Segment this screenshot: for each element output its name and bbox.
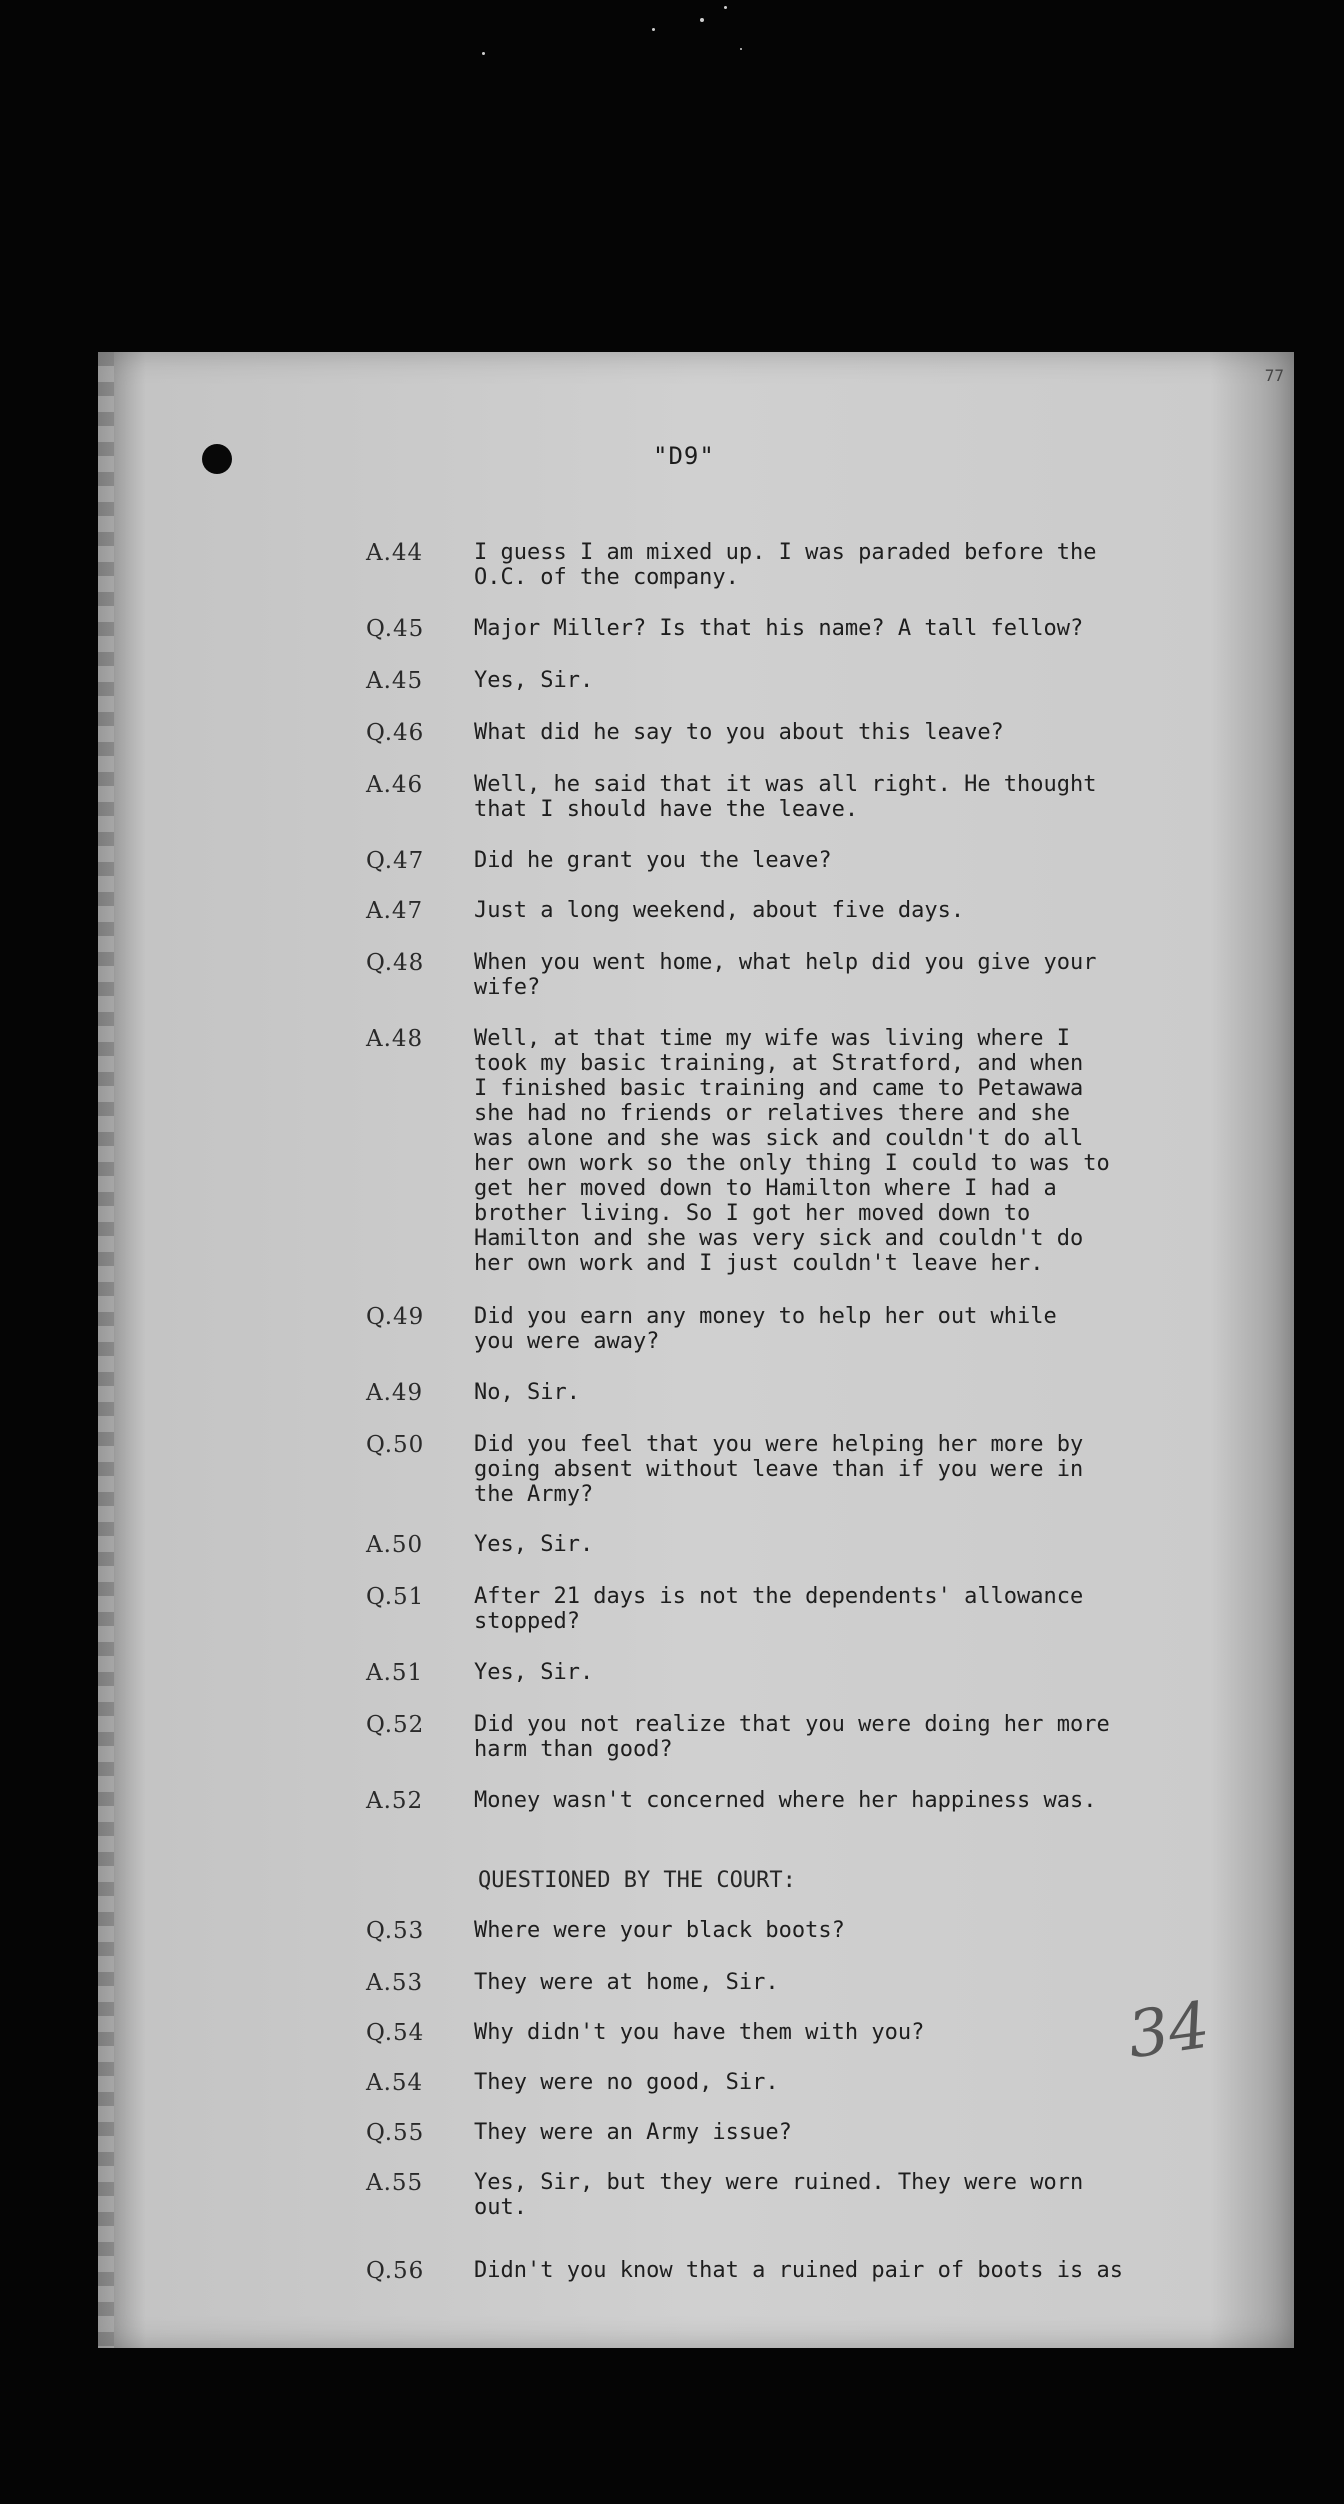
dust-speck — [482, 52, 485, 55]
entry-label: A.52 — [366, 1788, 424, 1814]
handwritten-page-number: 34 — [1123, 1988, 1215, 2074]
entry-label: A.49 — [366, 1380, 424, 1406]
entry-label: Q.55 — [366, 2120, 425, 2146]
punch-hole — [202, 444, 232, 474]
entry-label: Q.53 — [366, 1918, 425, 1944]
entry-text: They were at home, Sir. — [474, 1970, 779, 1995]
entry-label: A.55 — [366, 2170, 424, 2196]
entry-label: A.47 — [366, 898, 424, 924]
entry-label: Q.48 — [366, 950, 425, 976]
entry-label: Q.54 — [366, 2020, 425, 2046]
entry-label: Q.52 — [366, 1712, 425, 1738]
dust-speck — [724, 6, 727, 9]
corner-mark: 77 — [1264, 366, 1284, 385]
entry-text: Did you feel that you were helping her more by going absent without leave than if you were in the Army? — [474, 1432, 1084, 1507]
entry-text: They were no good, Sir. — [474, 2070, 779, 2095]
entry-text: Just a long weekend, about five days. — [474, 898, 965, 923]
entry-label: A.53 — [366, 1970, 424, 1996]
entry-text: Did you not realize that you were doing her more harm than good? — [474, 1712, 1110, 1762]
entry-label: A.44 — [366, 540, 424, 566]
entry-label: A.48 — [366, 1026, 424, 1052]
entry-label: A.50 — [366, 1532, 424, 1558]
entry-label: Q.45 — [366, 616, 425, 642]
entry-text: After 21 days is not the dependents' allowance stopped? — [474, 1584, 1084, 1634]
entry-text: Yes, Sir. — [474, 1660, 594, 1685]
section-heading: QUESTIONED BY THE COURT: — [478, 1868, 796, 1893]
entry-text: No, Sir. — [474, 1380, 580, 1405]
entry-text: They were an Army issue? — [474, 2120, 792, 2145]
entry-text: Didn't you know that a ruined pair of boots is as — [474, 2258, 1124, 2283]
entry-text: Well, at that time my wife was living where I took my basic training, at Stratford, and when I finished basic training and came to Petawawa she had no friends or relatives there and she was alone and she was sick and couldn't do all her own work so the only thing I could to was to get her moved down to Hamilton where I had a brother living. So I got her moved down to Hamilton and she was very sick and couldn't do her own work and I just couldn't leave her. — [474, 1026, 1110, 1276]
document-page — [98, 352, 1294, 2348]
entry-text: When you went home, what help did you give your wife? — [474, 950, 1097, 1000]
entry-text: Yes, Sir. — [474, 668, 594, 693]
entry-text: Where were your black boots? — [474, 1918, 845, 1943]
entry-label: Q.50 — [366, 1432, 425, 1458]
entry-text: Yes, Sir, but they were ruined. They were worn out. — [474, 2170, 1084, 2220]
entry-label: Q.51 — [366, 1584, 425, 1610]
entry-text: I guess I am mixed up. I was paraded before the O.C. of the company. — [474, 540, 1097, 590]
entry-label: Q.56 — [366, 2258, 425, 2284]
entry-label: A.46 — [366, 772, 424, 798]
entry-text: Well, he said that it was all right. He thought that I should have the leave. — [474, 772, 1097, 822]
entry-label: Q.47 — [366, 848, 425, 874]
entry-label: Q.46 — [366, 720, 425, 746]
dust-speck — [740, 48, 742, 50]
paper-left-edge — [98, 352, 114, 2348]
entry-text: Did he grant you the leave? — [474, 848, 832, 873]
entry-text: Why didn't you have them with you? — [474, 2020, 925, 2045]
entry-label: Q.49 — [366, 1304, 425, 1330]
entry-label: A.51 — [366, 1660, 424, 1686]
entry-text: Yes, Sir. — [474, 1532, 594, 1557]
entry-text: Major Miller? Is that his name? A tall fellow? — [474, 616, 1084, 641]
entry-text: What did he say to you about this leave? — [474, 720, 1004, 745]
entry-label: A.45 — [366, 668, 424, 694]
dust-speck — [652, 28, 655, 31]
entry-text: Money wasn't concerned where her happiness was. — [474, 1788, 1097, 1813]
entry-label: A.54 — [366, 2070, 424, 2096]
entry-text: Did you earn any money to help her out while you were away? — [474, 1304, 1057, 1354]
page-title: "D9" — [653, 442, 715, 470]
dust-speck — [700, 18, 704, 22]
